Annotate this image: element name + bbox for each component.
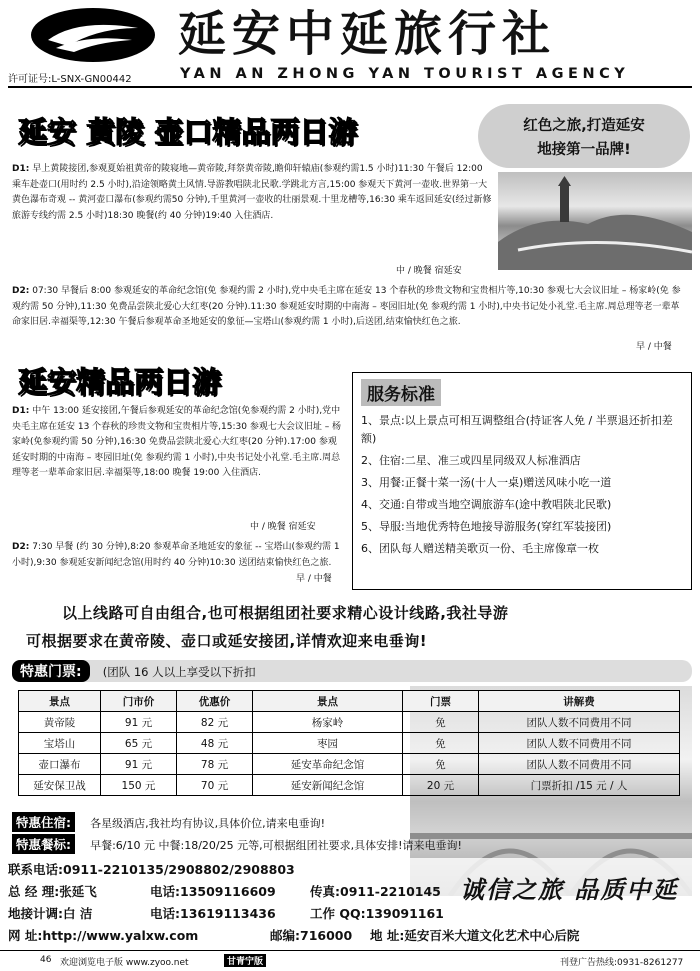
contact-planner-tel: 电话:13619113436 [150,906,276,921]
tour1-day2 [12,284,688,331]
lodging-label: 特惠住宿: [12,812,75,832]
slogan-line-2: 地接第一品牌! [537,142,631,158]
contact-fax: 传真:0911-2210145 [310,884,441,899]
contact-phone: 联系电话:0911-2210135/2908802/2908803 [8,862,295,877]
price-table-wrap [18,690,680,796]
table-cell: 延安革命纪念馆 [253,754,403,775]
tour2-day1-meals: 中 / 晚餐 宿延安 [250,522,316,532]
meals-row [12,834,692,854]
meals-label: 特惠餐标: [12,834,75,854]
pagoda-icon [498,172,692,270]
table-cell: 70 元 [177,775,253,796]
table-cell: 杨家岭 [253,712,403,733]
table-cell: 黄帝陵 [19,712,101,733]
service-item-3: 3、用餐:正餐十菜一汤(十人一桌)赠送风味小吃一道 [361,476,612,489]
footer-edition: 甘青宁版 [224,954,266,967]
table-cell: 宝塔山 [19,733,101,754]
table-row [19,754,680,775]
tickets-label: 特惠门票: [12,660,90,682]
table-cell: 团队人数不同费用不同 [479,712,680,733]
contact-planner: 地接计调:白 洁 [8,906,93,921]
service-item-6: 6、团队每人赠送精美歌页一份、毛主席像章一枚 [361,542,599,555]
promo-line-2: 可根据要求在黄帝陵、壶口或延安接团,详情欢迎来电垂询! [26,632,428,650]
agency-name: 延安中延旅行社 [178,6,557,62]
contact-address: 地 址:延安百米大道文化艺术中心后院 [370,928,580,943]
tour2-day1-label: D1: [12,406,30,416]
contact-qq: 工作 QQ:139091161 [310,906,444,921]
footer-rule [0,950,700,951]
slogan-line-1: 红色之旅,打造延安 [523,118,645,134]
tour2-day1-text: 中午 13:00 延安接团,午餐后参观延安的革命纪念馆(免参观约需 2 小时),党中央毛主席在延安 13 个春秋的珍贵文物和宝贵相片等,15:30 参观七大会议旧址 – 杨家岭(免参观约需 50 分钟),16:30 免费品尝陕北爱心大红枣(20 分钟).17:00 参观延安时期的中南海 – 枣园旧址(免 参观约需 1 小时),中央书记处小礼堂.毛主席.周总理等老一辈革命家旧居.幸福渠等,18:00 晚餐 19:00 入住酒店. [12,406,342,478]
contact-website[interactable]: 网 址:http://www.yalxw.com [8,928,199,943]
price-table [18,690,680,796]
service-item-5: 5、导服:当地优秀特色地接导游服务(穿红军装接团) [361,520,612,533]
contact-postcode: 邮编:716000 [270,928,353,943]
contact-block [4,858,696,948]
lodging-text: 各星级酒店,我社均有协议,具体价位,请来电垂询! [90,817,325,830]
tickets-header [12,660,692,682]
table-row [19,775,680,796]
table-cell: 150 元 [101,775,177,796]
pagoda-photo [498,172,692,270]
header-rule [8,86,692,88]
price-table-header [19,691,680,712]
table-cell: 延安新闻纪念馆 [253,775,403,796]
contact-manager: 总 经 理:张延飞 [8,884,97,899]
table-cell: 延安保卫战 [19,775,101,796]
footer [0,952,700,970]
table-cell: 65 元 [101,733,177,754]
footer-page-number: 46 [40,955,52,965]
table-cell: 团队人数不同费用不同 [479,754,680,775]
footer-site[interactable]: 欢迎浏览电子版 www.zyoo.net [60,958,189,968]
table-cell: 91 元 [101,754,177,775]
service-item-2: 2、住宿:二星、准三或四星同级双人标准酒店 [361,454,581,467]
tour1-day2-meals: 早 / 中餐 [636,342,672,352]
promo-line-1: 以上线路可自由组合,也可根据组团社要求精心设计线路,我社导游 [62,604,509,622]
col-header: 门票 [403,691,479,712]
table-cell: 免 [403,712,479,733]
table-cell: 免 [403,733,479,754]
table-cell: 枣园 [253,733,403,754]
col-header: 门市价 [101,691,177,712]
slogan-cloud [478,104,690,168]
service-item-1: 1、景点:以上景点可相互调整组合(持证客人免 / 半票退还折扣差额) [361,414,673,445]
tour2-day2-meals: 早 / 中餐 [296,574,332,584]
agency-name-en: YAN AN ZHONG YAN TOURIST AGENCY [180,66,630,82]
table-cell: 78 元 [177,754,253,775]
table-cell: 20 元 [403,775,479,796]
tour1-day1-label: D1: [12,164,30,174]
service-item-4: 4、交通:自带或当地空调旅游车(途中教唱陕北民歌) [361,498,612,511]
table-row [19,712,680,733]
table-cell: 门票折扣 /15 元 / 人 [479,775,680,796]
tour1-day2-text: 07:30 早餐后 8:00 参观延安的革命纪念馆(免 参观约需 2 小时),党中央毛主席在延安 13 个春秋的珍贵文物和宝贵相片等,10:30 参观七大会议旧址 – 杨家岭(免 参观约需 50 分钟),11:30 免费品尝陕北爱心大红枣(20 分钟).11:30 参观延安时期的中南海 – 枣园旧址(免 参观约需 1 小时),中央书记处小礼堂.毛主席.周总理等老一辈革命家旧居.幸福渠等,12:30 午餐后参观革命圣地延安的象征—宝塔山(参观约需 1 小时),后送团,结束愉快红色之旅. [12,286,681,327]
tickets-note: (团队 16 人以上享受以下折扣 [102,665,256,679]
footer-hotline: 刊登广告热线:0931-8261277 [560,958,684,968]
header [0,0,700,92]
tour2-day2 [12,540,344,571]
tour2-title: 延安精品两日游 [18,365,222,399]
col-header: 景点 [253,691,403,712]
agency-logo [28,6,158,64]
table-cell: 免 [403,754,479,775]
tour1-title: 延安 黄陵 壶口精品两日游 [18,115,358,149]
tour1-day1-meals: 中 / 晚餐 宿延安 [396,266,462,276]
meals-text: 早餐:6/10 元 中餐:18/20/25 元等,可根据组团社要求,具体安排!请来电垂询! [90,839,462,852]
table-cell: 团队人数不同费用不同 [479,733,680,754]
col-header: 优惠价 [177,691,253,712]
contact-manager-tel: 电话:13509116609 [150,884,276,899]
service-title: 服务标准 [361,379,441,406]
service-box [352,372,692,590]
table-row [19,733,680,754]
tour2-day2-text: 7:30 早餐 (约 30 分钟),8:20 参观革命圣地延安的象征 -- 宝塔山(参观约需 1 小时),9:30 参观延安新闻纪念馆(用时约 40 分钟)10:30 送团结束愉快红色之旅. [12,542,340,568]
table-cell: 壶口瀑布 [19,754,101,775]
agency-license: 许可证号:L-SNX-GN00442 [8,74,132,85]
table-cell: 82 元 [177,712,253,733]
tour2-day2-label: D2: [12,542,30,552]
table-cell: 91 元 [101,712,177,733]
col-header: 景点 [19,691,101,712]
contact-motto: 诚信之旅 品质中延 [460,875,679,904]
lodging-row [12,812,692,832]
tour1-day1-text: 早上黄陵接团,参观夏始祖黄帝的陵寝地—黄帝陵,拜祭黄帝陵,瞻仰轩辕庙(参观约需1.5 小时)11:30 午餐后 12:00 乘车赴壶口(用时约 2.5 小时),沿途领略黄土风情.导游教唱陕北民歌.学跳北方言,15:00 参观天下黄河一壶收.世界第一大黄色瀑布奇观 -- 黄河壶口瀑布(参观约需50 分钟),千里黄河一壶收的壮丽景观.十里龙槽等,16:30 乘车返回延安(经过新修旅游专线约需 2.5 小时)18:30 晚餐(约 40 分钟)19:40 入住酒店. [12,164,492,221]
tour2-day1 [12,404,344,482]
table-cell: 48 元 [177,733,253,754]
col-header: 讲解费 [479,691,680,712]
tour1-day1 [12,162,494,224]
tour1-day2-label: D2: [12,286,30,296]
